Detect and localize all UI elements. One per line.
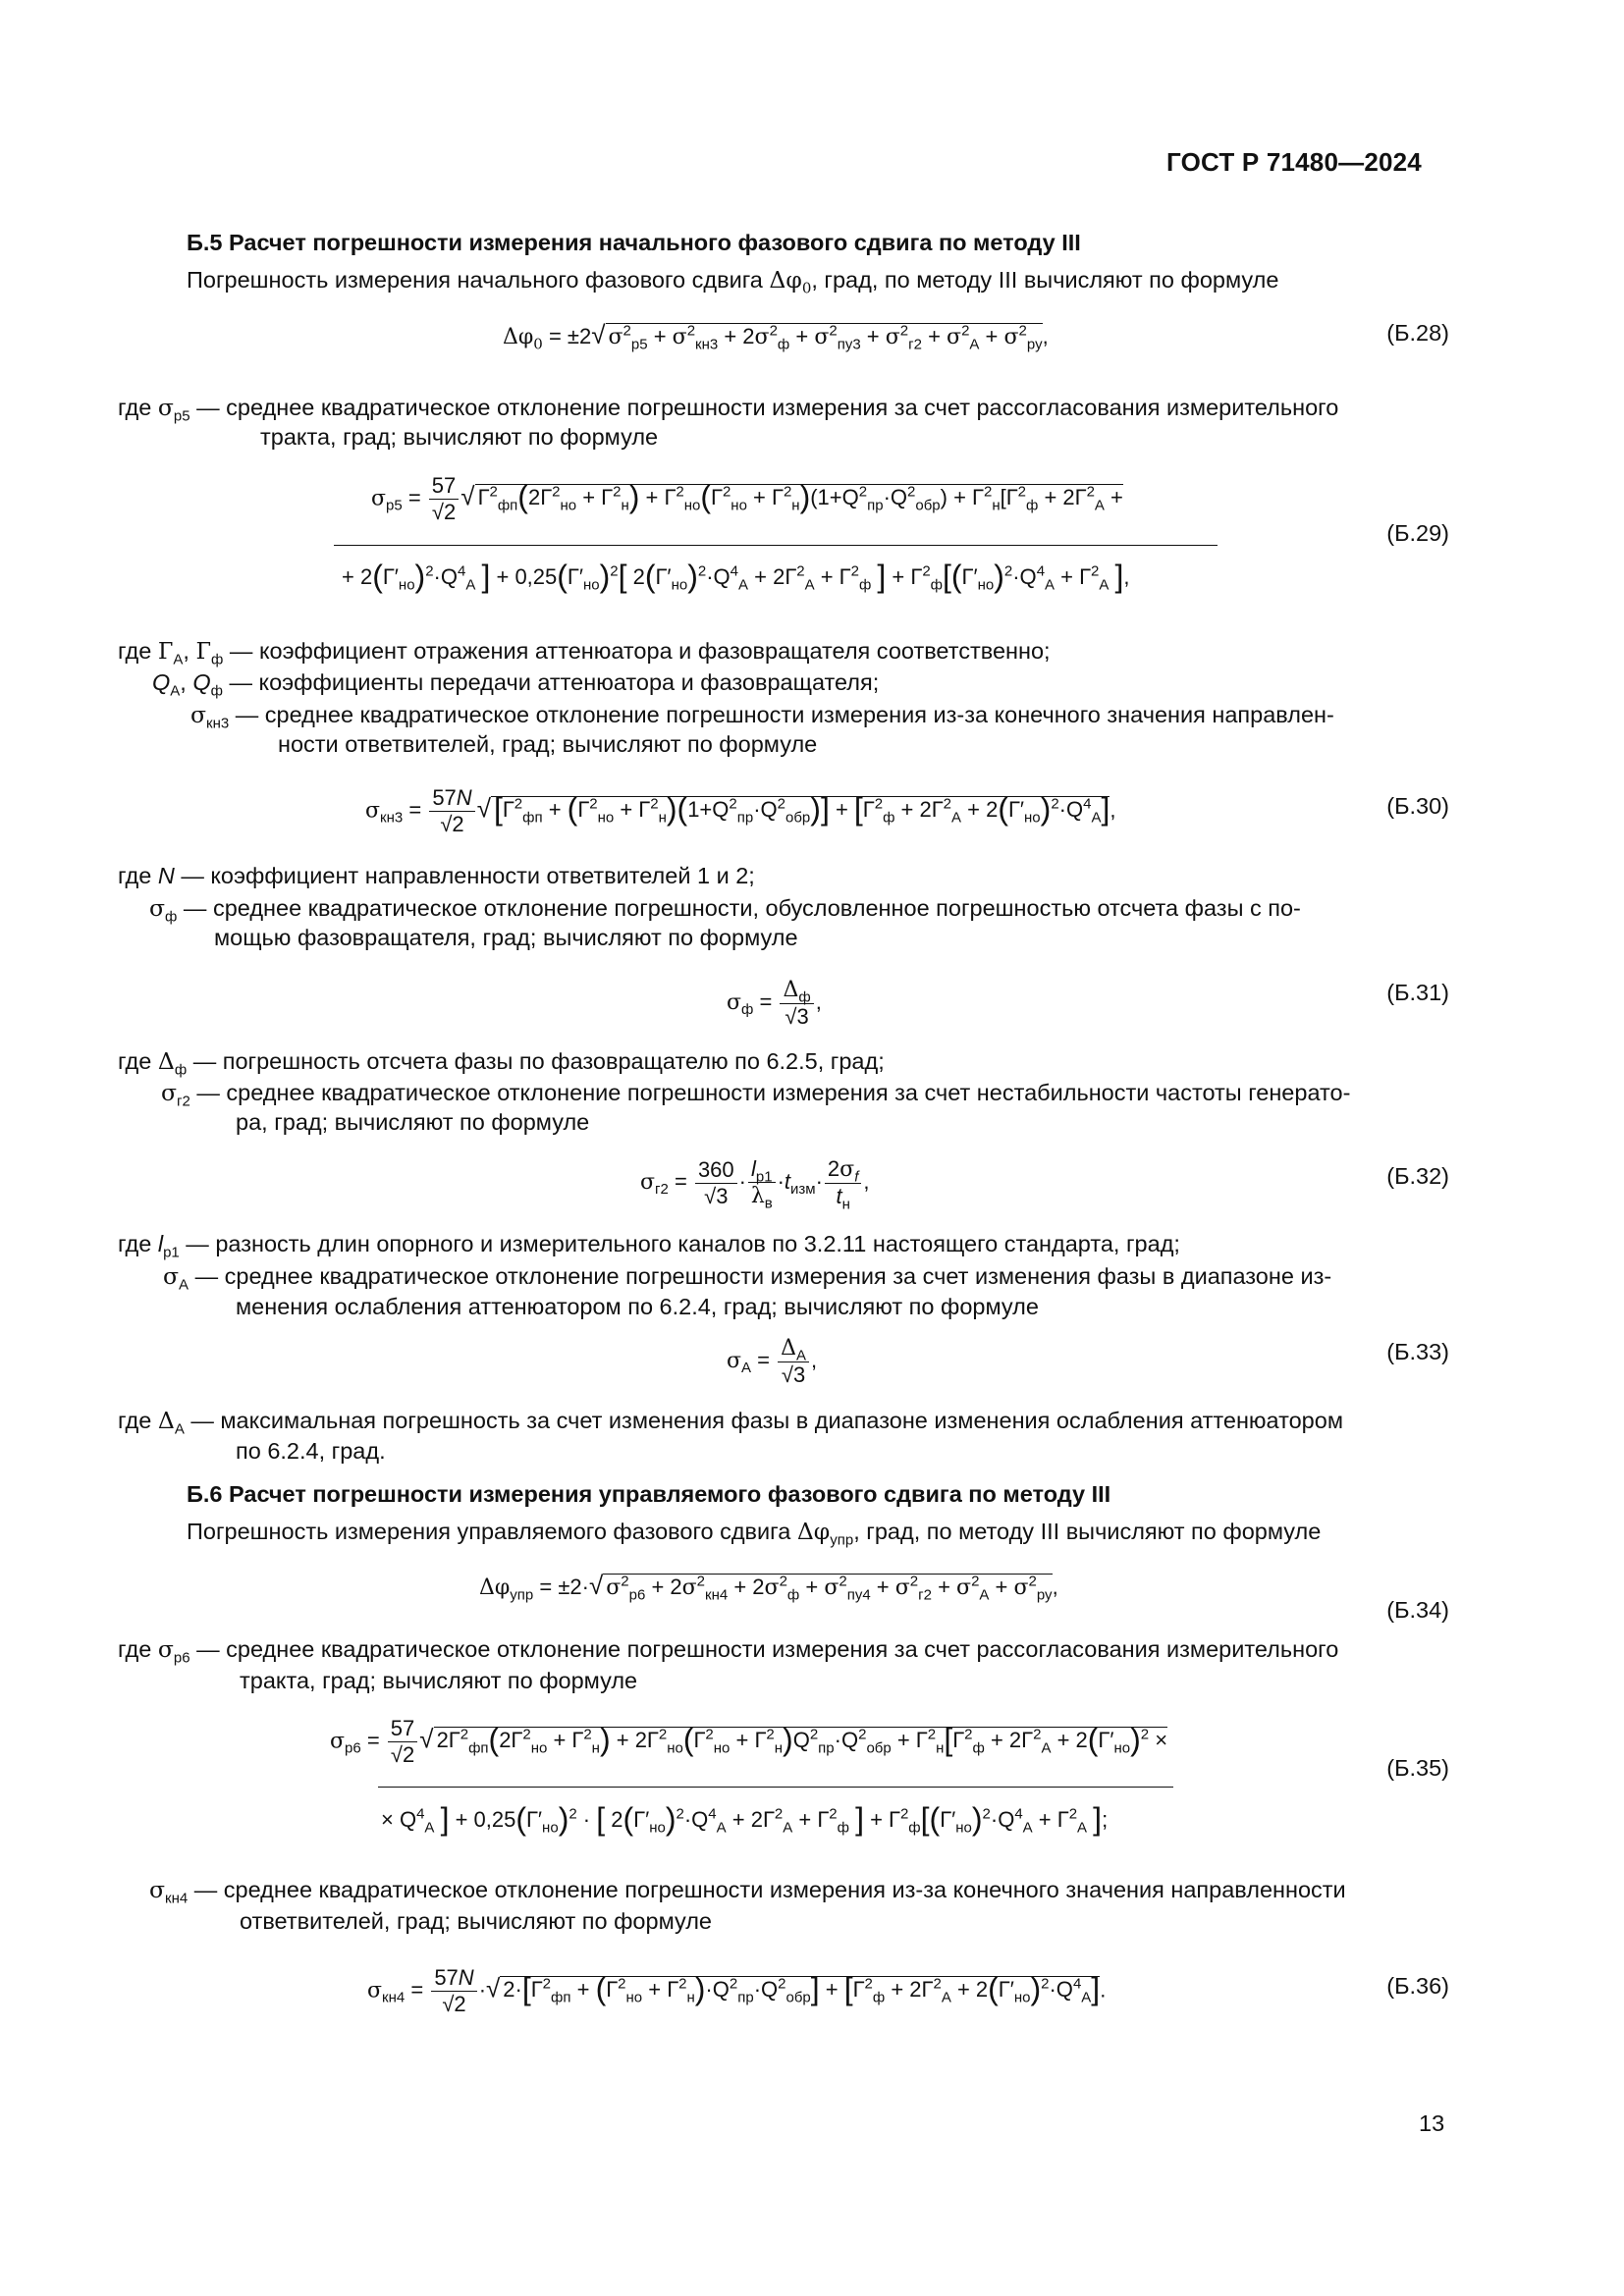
standard-header: ГОСТ Р 71480—2024: [1166, 147, 1422, 177]
definition-l-p1: где $l_{р1}$ — разность длин опорного и измерительного каналов по 3.2.11 настоящего стандарта, град;: [118, 1231, 1180, 1261]
definition-sigma-f: $\sigma_ф$ — среднее квадратическое отклонение погрешности, обусловленное погрешностью отсчета фазы с по-: [149, 894, 1301, 926]
section-b5-title: Б.5 Расчет погрешности измерения начального фазового сдвига по методу III: [187, 230, 1081, 255]
formula-b29-line2: + $2(Г'_{но})^2\cdot Q^4_А$ ] + $0,25(Г'_{но})^2$[ $2(Г'_{но})^2\cdot Q^4_А + 2Г^2_А + Г^2_ф$ ] + $Г^2_ф[(Г'_{но})^2\cdot Q^4_А + Г^2_А$ ],: [342, 559, 1130, 594]
formula-b30: $\sigma_{кн3}$ = $\frac{57N}{√2}$ $√[Г^2_{фп} + (Г^2_{но} + Г^2_н)(1+Q^2_{пр}\cdot Q^2_{обр})] + [Г^2_ф + 2Г^2_А + 2(Г'_{но})^2\cdot Q^4_А]$,: [365, 785, 1116, 836]
section-b6-title: Б.6 Расчет погрешности измерения управляемого фазового сдвига по методу III: [187, 1481, 1111, 1507]
eq-number-b29: (Б.29): [1386, 520, 1449, 546]
formula-b35-radical-bar: [378, 1787, 1173, 1788]
eq-number-b32: (Б.32): [1386, 1163, 1449, 1189]
definition-sigma-a-cont: менения ослабления аттенюатором по 6.2.4, град; вычисляют по формуле: [236, 1294, 1039, 1319]
page-number: 13: [1419, 2110, 1445, 2136]
eq-number-b30: (Б.30): [1386, 793, 1449, 819]
definition-sigma-kn3: $\sigma_{кн3}$ — среднее квадратическое отклонение погрешности измерения из-за конечного значения направлен-: [190, 701, 1334, 732]
definition-n: где N — коэффициент направленности ответвителей 1 и 2;: [118, 863, 755, 888]
definition-sigma-p6: где $\sigma_{р6}$ — среднее квадратическое отклонение погрешности измерения за счет рассогласования измерительного: [118, 1635, 1339, 1667]
delta-phi0-symbol: $\Delta\varphi_0$: [769, 266, 812, 297]
definition-sigma-a: $\sigma_А$ — среднее квадратическое отклонение погрешности измерения за счет изменения фазы в диапазоне из-: [163, 1262, 1332, 1294]
definition-sigma-p5-cont: тракта, град; вычисляют по формуле: [260, 424, 659, 450]
definition-delta-f: где $\Delta_ф$ — погрешность отсчета фазы по фазовращателю по 6.2.5, град;: [118, 1047, 885, 1079]
definition-sigma-kn4-cont: ответвителей, град; вычисляют по формуле: [240, 1908, 713, 1934]
definition-q: $Q_А$, $Q_ф$ — коэффициенты передачи аттенюатора и фазовращателя;: [152, 669, 880, 700]
definition-sigma-g2: $\sigma_{г2}$ — среднее квадратическое отклонение погрешности измерения за счет нестабильности частоты генерато-: [161, 1079, 1351, 1110]
formula-b35-line1: $\sigma_{р6}$ = $\frac{57}{√2}$ √ $2Г^2_{фп}(2Г^2_{но} + Г^2_н) + 2Г^2_{но}(Г^2_{но} + Г^2_н)Q^2_{пр}\cdot Q^2_{обр} + Г^2_н[Г^2_ф + 2Г^2_А + 2(Г'_{но})^2$ ×: [330, 1716, 1168, 1767]
eq-number-b36: (Б.36): [1386, 1973, 1449, 1999]
definition-sigma-kn4: $\sigma_{кн4}$ — среднее квадратическое отклонение погрешности измерения из-за конечного значения направленности: [149, 1876, 1346, 1907]
eq-number-b34: (Б.34): [1386, 1597, 1449, 1623]
eq-number-b31: (Б.31): [1386, 980, 1449, 1005]
eq-number-b35: (Б.35): [1386, 1755, 1449, 1781]
definition-sigma-g2-cont: ра, град; вычисляют по формуле: [236, 1109, 590, 1135]
formula-b31: $\sigma_ф$ = $\frac{\Delta_ф}{√3}$ ,: [727, 978, 822, 1029]
section-b5-intro: Погрешность измерения начального фазового сдвига $\Delta\varphi_0$, град, по методу III вычисляют по формуле: [187, 266, 1279, 297]
definition-delta-a: где $\Delta_А$ — максимальная погрешность за счет изменения фазы в диапазоне изменения ослабления аттенюатором: [118, 1407, 1343, 1438]
formula-b29-radical-bar: [334, 545, 1218, 546]
formula-b36: $\sigma_{кн4}$ = $\frac{57N}{√2}$ ·√ $2\cdot[Г^2_{фп} + (Г^2_{но} + Г^2_н)\cdot Q^2_{пр}\cdot Q^2_{обр}] + [Г^2_ф + 2Г^2_А + 2(Г'_{но})^2\cdot Q^4_А]$.: [367, 1965, 1107, 2016]
eq-number-b33: (Б.33): [1386, 1339, 1449, 1364]
definition-sigma-f-cont: мощью фазовращателя, град; вычисляют по формуле: [214, 925, 798, 950]
formula-b28: $\Delta\varphi_0 = \pm 2√$ $\sigma^2_{р5} + \sigma^2_{кн3} + 2\sigma^2_ф + \sigma^2_{пу3} + \sigma^2_{г2} + \sigma^2_А + \sigma^2_{ру}$,: [503, 320, 1049, 353]
formula-b35-line2: × $Q^4_А$ ] + $0,25(Г'_{но})^2$ · [ $2(Г'_{но})^2\cdot Q^4_А + 2Г^2_А + Г^2_ф$ ] + $Г^2_ф[(Г'_{но})^2\cdot Q^4_А + Г^2_А$ ];: [381, 1801, 1109, 1837]
definition-delta-a-cont: по 6.2.4, град.: [236, 1438, 386, 1464]
definition-sigma-p5: где $\sigma_{р5}$ — среднее квадратическое отклонение погрешности измерения за счет рассогласования измерительного: [118, 394, 1339, 425]
eq-number-b28: (Б.28): [1386, 320, 1449, 346]
section-b6-intro: Погрешность измерения управляемого фазового сдвига $\Delta\varphi_{упр}$, град, по методу III вычисляют по формуле: [187, 1518, 1322, 1549]
definition-gamma: где $Г_А$, $Г_ф$ — коэффициент отражения аттенюатора и фазовращателя соответственно;: [118, 637, 1051, 668]
formula-b33: $\sigma_А$ = $\frac{\Delta_А}{√3}$ ,: [727, 1336, 818, 1387]
formula-b32: $\sigma_{г2}$ = $\frac{360}{√3}$ · $\frac{l_{р1}}{\lambda_в}$ $\cdot t_{изм}\cdot$ $\frac{2\sigma_f}{t_н}$ ,: [640, 1156, 870, 1213]
formula-b34: $\Delta\varphi_{упр} = \pm 2\cdot√$ $\sigma^2_{р6} + 2\sigma^2_{кн4} + 2\sigma^2_ф + \sigma^2_{пу4} + \sigma^2_{г2} + \sigma^2_А + \sigma^2_{ру}$,: [479, 1571, 1058, 1604]
definition-sigma-p6-cont: тракта, град; вычисляют по формуле: [240, 1668, 638, 1693]
formula-b29-line1: $\sigma_{р5}$ = $\frac{57}{√2}$ √ $Г^2_{фп}(2Г^2_{но} + Г^2_н) + Г^2_{но}(Г^2_{но} + Г^2_н)(1+Q^2_{пр}\cdot Q^2_{обр}) + Г^2_н[Г^2_ф + 2Г^2_А$ +: [371, 473, 1123, 524]
definition-sigma-kn3-cont: ности ответвителей, град; вычисляют по формуле: [278, 731, 818, 757]
